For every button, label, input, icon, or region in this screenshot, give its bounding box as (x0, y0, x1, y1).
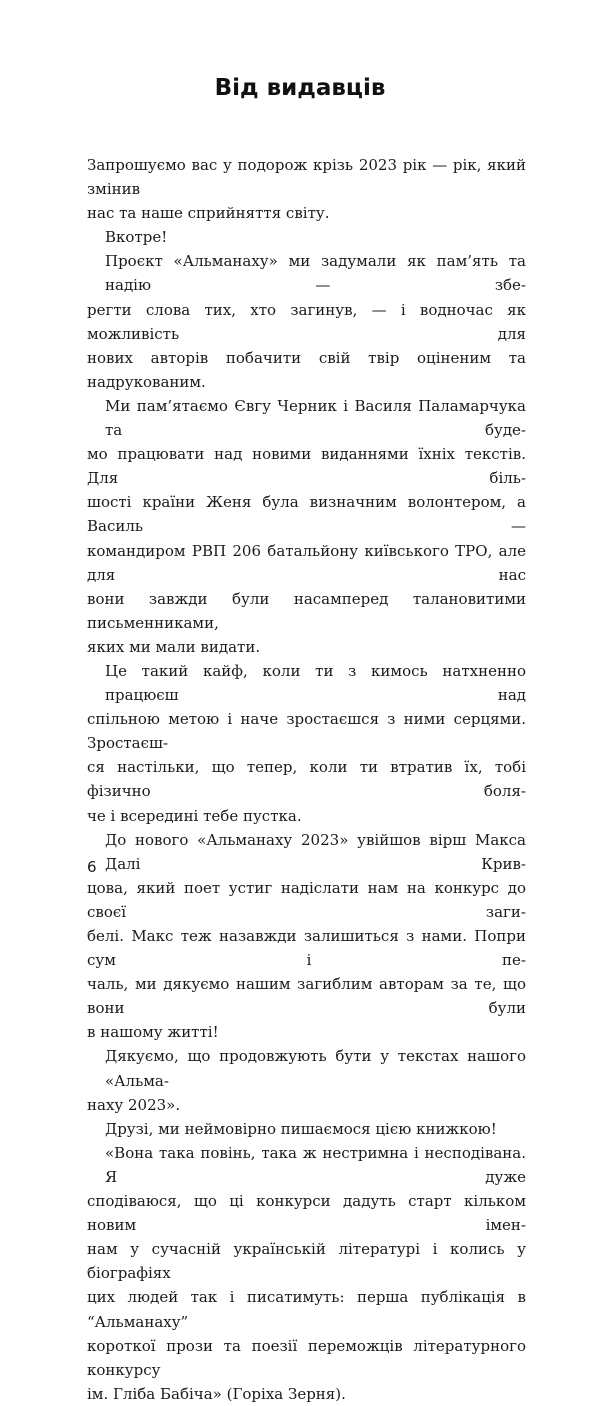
body-text (87, 153, 526, 1406)
text-line: яких ми мали видати. (87, 637, 261, 656)
page-number: 6 (87, 858, 97, 876)
text-line: регти слова тих, хто загинув, — і водночас як можливість для (87, 300, 526, 343)
text-line: командиром РВП 206 батальйону київського ТРО, але для нас (87, 541, 526, 584)
text-line: нових авторів побачити свій твір оціненим та надрукованим. (87, 348, 526, 391)
text-line: чаль, ми дякуємо нашим загиблим авторам за те, що вони були (87, 975, 526, 1018)
text-line: в нашому житті! (87, 1023, 219, 1042)
text-line: Дякуємо, що продовжують бути у текстах нашого «Альма- (105, 1047, 526, 1090)
text-line: цих людей так і писатимуть: перша публікація в “Альманаху” (87, 1288, 526, 1331)
text-line: Вкотре! (105, 228, 168, 247)
text-line: Друзі, ми неймовірно пишаємося цією книжкою! (105, 1119, 497, 1138)
text-line: цова, який поет устиг надіслати нам на конкурс до своєї заги- (87, 878, 526, 921)
text-line: мо працювати над новими виданнями їхніх текстів. Для біль- (87, 445, 526, 488)
text-line: До нового «Альманаху 2023» увійшов вірш Макса Далі Крив- (105, 830, 526, 873)
text-line: белі. Макс теж назавжди залишиться з нами. Попри сум і пе- (87, 927, 526, 970)
text-line: наху 2023». (87, 1095, 181, 1114)
text-line: Запрошуємо вас у подорож крізь 2023 рік — рік, який змінив (87, 156, 526, 199)
text-line: шості країни Женя була визначним волонтером, а Василь — (87, 493, 526, 536)
text-line: Ми пам’ятаємо Євгу Черник і Василя Паламарчука та буде- (105, 396, 526, 440)
text-line: короткої прози та поезії переможців літературного конкурсу (87, 1336, 526, 1379)
text-line: Це такий кайф, коли ти з кимось натхненно працюєш над (105, 661, 526, 705)
text-line: «Вона така повінь, така ж нестримна і несподівана. Я дуже (105, 1143, 526, 1186)
text-line: нас та наше сприйняття світу. (87, 204, 330, 223)
text-line: ся настільки, що тепер, коли ти втратив їх, тобі фізично боля- (87, 758, 526, 801)
text-line: ім. Гліба Бабіча» (Горіха Зерня). (87, 1384, 346, 1403)
text-line: вони завжди були насамперед талановитими письменниками, (87, 589, 526, 632)
text-line: спільною метою і наче зростаєшся з ними серцями. Зростаєш- (87, 710, 526, 753)
text-line: че і всередині тебе пустка. (87, 806, 302, 825)
text-line: Проєкт «Альманаху» ми задумали як пам’ять та надію — збе- (105, 252, 526, 295)
text-line: сподіваюся, що ці конкурси дадуть старт кільком новим імен- (87, 1192, 526, 1235)
text-line: нам у сучасній українській літературі і колись у біографіях (87, 1240, 526, 1283)
page-title: Від видавців (214, 75, 386, 101)
